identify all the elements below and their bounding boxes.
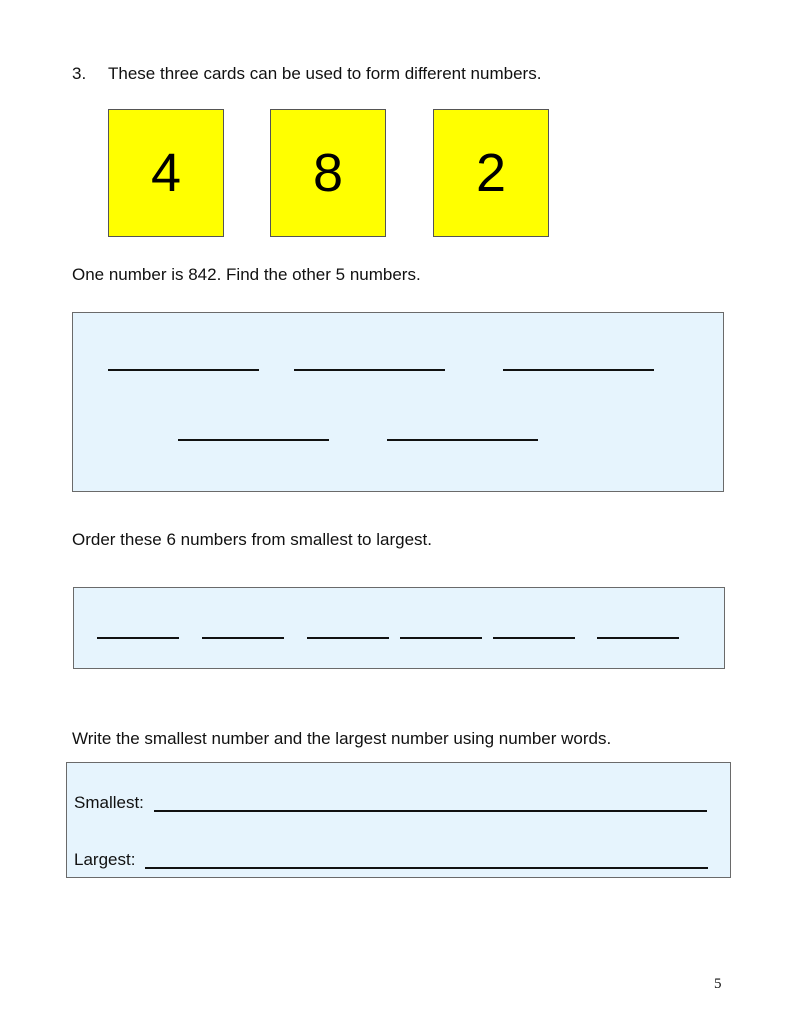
question-number: 3. — [72, 64, 87, 83]
smallest-answer-line[interactable] — [154, 810, 707, 812]
order-blank[interactable] — [400, 637, 482, 639]
order-blank[interactable] — [493, 637, 575, 639]
smallest-label: Smallest: — [74, 793, 144, 812]
order-blank[interactable] — [307, 637, 389, 639]
largest-answer-line[interactable] — [145, 867, 708, 869]
order-blank[interactable] — [97, 637, 179, 639]
largest-label: Largest: — [74, 850, 136, 869]
order-blank[interactable] — [202, 637, 284, 639]
answer-blank[interactable] — [503, 369, 654, 371]
find-numbers-prompt: One number is 842. Find the other 5 numbers. — [72, 265, 421, 284]
answer-blank[interactable] — [294, 369, 445, 371]
number-card: 8 — [270, 109, 386, 237]
find-numbers-answer-box — [72, 312, 724, 492]
answer-blank[interactable] — [178, 439, 329, 441]
order-blank[interactable] — [597, 637, 679, 639]
order-numbers-prompt: Order these 6 numbers from smallest to largest. — [72, 530, 432, 549]
number-card: 2 — [433, 109, 549, 237]
order-numbers-answer-box — [73, 587, 725, 669]
number-words-prompt: Write the smallest number and the largest number using number words. — [72, 729, 612, 748]
page-number: 5 — [714, 976, 722, 992]
number-words-answer-box — [66, 762, 731, 878]
question-text: These three cards can be used to form different numbers. — [108, 64, 542, 83]
answer-blank[interactable] — [387, 439, 538, 441]
number-card: 4 — [108, 109, 224, 237]
answer-blank[interactable] — [108, 369, 259, 371]
